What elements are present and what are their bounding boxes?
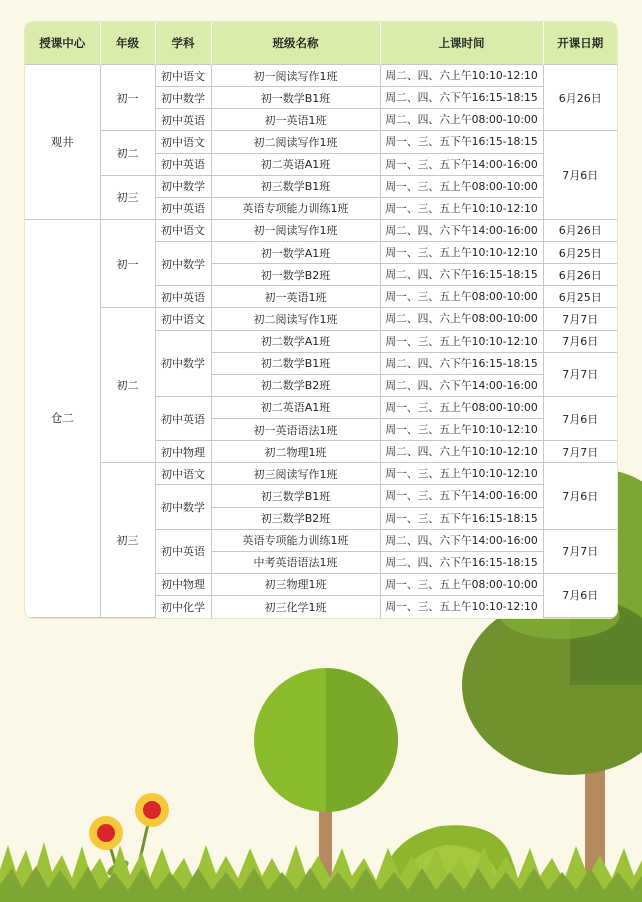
class-name-cell: 初三阅读写作1班 bbox=[211, 463, 380, 485]
table-header-row bbox=[25, 22, 617, 65]
class-name-cell: 初二阅读写作1班 bbox=[211, 308, 380, 330]
grade-cell: 初二 bbox=[100, 131, 155, 175]
class-time-cell: 周一、三、五上午10:10-12:10 bbox=[380, 419, 543, 441]
start-date-cell: 6月25日 bbox=[543, 242, 617, 264]
class-time-cell: 周一、三、五下午16:15-18:15 bbox=[380, 131, 543, 153]
subject-cell: 初中数学 bbox=[155, 485, 211, 529]
subject-cell: 初中英语 bbox=[155, 109, 211, 131]
class-time-cell: 周一、三、五上午10:10-12:10 bbox=[380, 242, 543, 264]
class-name-cell: 初三数学B1班 bbox=[211, 175, 380, 197]
column-header-subject: 学科 bbox=[155, 22, 211, 65]
class-time-cell: 周一、三、五上午10:10-12:10 bbox=[380, 596, 543, 618]
class-name-cell: 初一英语语法1班 bbox=[211, 419, 380, 441]
table-row bbox=[25, 308, 617, 330]
class-name-cell: 初三数学B2班 bbox=[211, 507, 380, 529]
start-date-cell: 7月7日 bbox=[543, 529, 617, 573]
class-time-cell: 周二、四、六下午16:15-18:15 bbox=[380, 87, 543, 109]
class-name-cell: 初二英语A1班 bbox=[211, 153, 380, 175]
class-name-cell: 初二英语A1班 bbox=[211, 396, 380, 418]
start-date-cell: 7月7日 bbox=[543, 441, 617, 463]
subject-cell: 初中语文 bbox=[155, 131, 211, 153]
column-header-center: 授课中心 bbox=[25, 22, 100, 65]
start-date-cell: 6月26日 bbox=[543, 219, 617, 241]
class-name-cell: 初三物理1班 bbox=[211, 573, 380, 595]
class-name-cell: 英语专项能力训练1班 bbox=[211, 197, 380, 219]
column-header-class-time: 上课时间 bbox=[380, 22, 543, 65]
column-header-class-name: 班级名称 bbox=[211, 22, 380, 65]
subject-cell: 初中数学 bbox=[155, 175, 211, 197]
subject-cell: 初中语文 bbox=[155, 65, 211, 87]
subject-cell: 初中英语 bbox=[155, 529, 211, 573]
start-date-cell: 6月26日 bbox=[543, 264, 617, 286]
subject-cell: 初中英语 bbox=[155, 197, 211, 219]
start-date-cell: 7月6日 bbox=[543, 463, 617, 529]
class-time-cell: 周二、四、六下午16:15-18:15 bbox=[380, 551, 543, 573]
class-name-cell: 初一数学B2班 bbox=[211, 264, 380, 286]
subject-cell: 初中物理 bbox=[155, 441, 211, 463]
center-cell: 观井 bbox=[25, 65, 100, 220]
subject-cell: 初中物理 bbox=[155, 573, 211, 595]
subject-cell: 初中语文 bbox=[155, 308, 211, 330]
class-time-cell: 周二、四、六上午08:00-10:00 bbox=[380, 109, 543, 131]
class-time-cell: 周二、四、六下午14:00-16:00 bbox=[380, 374, 543, 396]
column-header-start-date: 开课日期 bbox=[543, 22, 617, 65]
class-time-cell: 周一、三、五下午16:15-18:15 bbox=[380, 507, 543, 529]
start-date-cell: 7月7日 bbox=[543, 352, 617, 396]
start-date-cell: 7月6日 bbox=[543, 573, 617, 617]
grade-cell: 初三 bbox=[100, 175, 155, 219]
class-time-cell: 周一、三、五上午08:00-10:00 bbox=[380, 286, 543, 308]
class-time-cell: 周一、三、五上午10:10-12:10 bbox=[380, 197, 543, 219]
table-row bbox=[25, 131, 617, 153]
subject-cell: 初中英语 bbox=[155, 153, 211, 175]
class-time-cell: 周一、三、五下午14:00-16:00 bbox=[380, 153, 543, 175]
class-time-cell: 周一、三、五上午08:00-10:00 bbox=[380, 396, 543, 418]
column-header-grade: 年级 bbox=[100, 22, 155, 65]
table-row bbox=[25, 175, 617, 197]
subject-cell: 初中英语 bbox=[155, 396, 211, 440]
schedule-table-card bbox=[25, 22, 617, 618]
table-row bbox=[25, 65, 617, 87]
class-name-cell: 初二阅读写作1班 bbox=[211, 131, 380, 153]
class-time-cell: 周一、三、五上午10:10-12:10 bbox=[380, 463, 543, 485]
subject-cell: 初中数学 bbox=[155, 87, 211, 109]
class-time-cell: 周二、四、六下午16:15-18:15 bbox=[380, 264, 543, 286]
class-time-cell: 周二、四、六下午14:00-16:00 bbox=[380, 219, 543, 241]
class-name-cell: 初二物理1班 bbox=[211, 441, 380, 463]
start-date-cell: 6月26日 bbox=[543, 65, 617, 131]
class-name-cell: 初一英语1班 bbox=[211, 286, 380, 308]
subject-cell: 初中化学 bbox=[155, 596, 211, 618]
class-time-cell: 周二、四、六下午14:00-16:00 bbox=[380, 529, 543, 551]
grade-cell: 初一 bbox=[100, 219, 155, 308]
subject-cell: 初中语文 bbox=[155, 219, 211, 241]
start-date-cell: 7月6日 bbox=[543, 396, 617, 440]
class-name-cell: 初一数学B1班 bbox=[211, 87, 380, 109]
subject-cell: 初中数学 bbox=[155, 242, 211, 286]
start-date-cell: 7月6日 bbox=[543, 131, 617, 220]
class-name-cell: 初二数学B1班 bbox=[211, 352, 380, 374]
subject-cell: 初中英语 bbox=[155, 286, 211, 308]
start-date-cell: 7月7日 bbox=[543, 308, 617, 330]
class-time-cell: 周一、三、五上午08:00-10:00 bbox=[380, 175, 543, 197]
class-time-cell: 周一、三、五上午08:00-10:00 bbox=[380, 573, 543, 595]
table-row bbox=[25, 219, 617, 241]
class-name-cell: 初一数学A1班 bbox=[211, 242, 380, 264]
class-name-cell: 初三化学1班 bbox=[211, 596, 380, 618]
subject-cell: 初中语文 bbox=[155, 463, 211, 485]
class-time-cell: 周二、四、六上午10:10-12:10 bbox=[380, 65, 543, 87]
grade-cell: 初三 bbox=[100, 463, 155, 618]
center-cell: 仓二 bbox=[25, 219, 100, 617]
grade-cell: 初二 bbox=[100, 308, 155, 463]
class-time-cell: 周一、三、五下午14:00-16:00 bbox=[380, 485, 543, 507]
class-name-cell: 初一英语1班 bbox=[211, 109, 380, 131]
class-name-cell: 中考英语语法1班 bbox=[211, 551, 380, 573]
class-time-cell: 周一、三、五上午10:10-12:10 bbox=[380, 330, 543, 352]
subject-cell: 初中数学 bbox=[155, 330, 211, 396]
class-name-cell: 初三数学B1班 bbox=[211, 485, 380, 507]
class-time-cell: 周二、四、六上午08:00-10:00 bbox=[380, 308, 543, 330]
class-name-cell: 英语专项能力训练1班 bbox=[211, 529, 380, 551]
class-time-cell: 周二、四、六下午16:15-18:15 bbox=[380, 352, 543, 374]
schedule-table bbox=[25, 22, 617, 618]
table-row bbox=[25, 463, 617, 485]
class-name-cell: 初二数学B2班 bbox=[211, 374, 380, 396]
start-date-cell: 7月6日 bbox=[543, 330, 617, 352]
start-date-cell: 6月25日 bbox=[543, 286, 617, 308]
class-name-cell: 初二数学A1班 bbox=[211, 330, 380, 352]
grade-cell: 初一 bbox=[100, 65, 155, 131]
class-name-cell: 初一阅读写作1班 bbox=[211, 219, 380, 241]
class-name-cell: 初一阅读写作1班 bbox=[211, 65, 380, 87]
class-time-cell: 周二、四、六上午10:10-12:10 bbox=[380, 441, 543, 463]
